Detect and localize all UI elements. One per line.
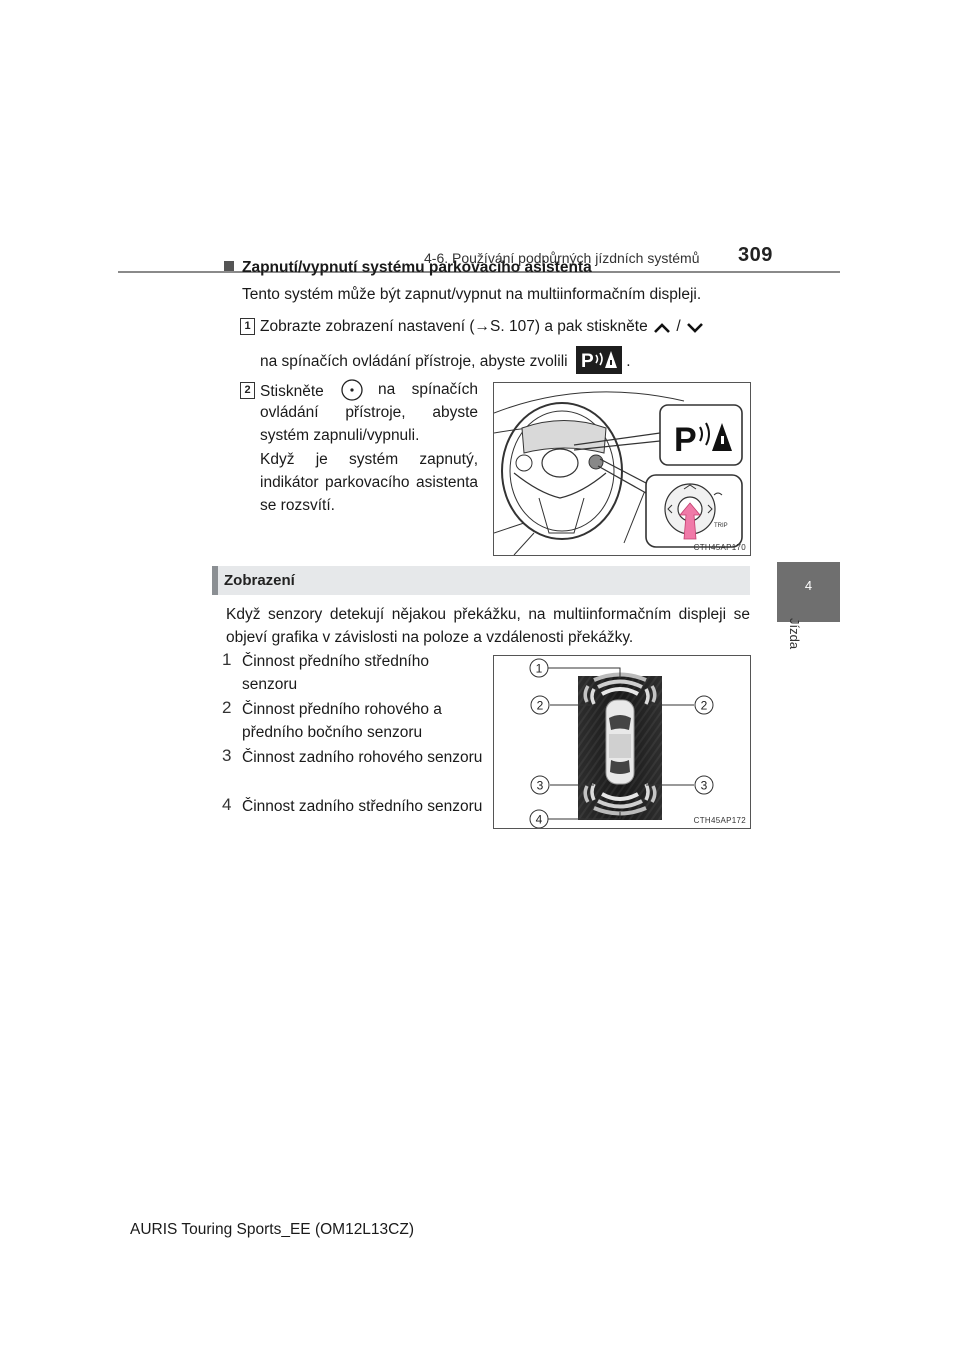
callout-2-left — [531, 696, 549, 714]
callout-4 — [530, 810, 548, 828]
list-item-number: 3 — [222, 746, 232, 765]
callout-3-right — [695, 776, 713, 794]
step-1-marker: 1 — [240, 318, 255, 335]
steering-wheel-illustration — [494, 383, 750, 555]
footer-model: AURIS Touring Sports_EE (OM12L13CZ) — [130, 1221, 414, 1238]
list-item: Činnost předního středního senzoru — [242, 653, 429, 693]
page-number: 309 — [738, 244, 773, 266]
step-2-line1: Stiskněte — [260, 378, 376, 403]
section-heading: Zapnutí/vypnutí systému parkovacího asistenta — [224, 256, 592, 279]
step-1-line2: na spínačích ovládání přístroje, abyste zvolili P . — [260, 346, 631, 374]
section-title: Zobrazení — [224, 572, 295, 589]
callout-1 — [530, 659, 548, 677]
step-2-body: na spínačích ovládání přístroje, abyste systém zapnuli/vypnuli. — [260, 381, 478, 444]
step-1-line1: Zobrazte zobrazení nastavení (→S. 107) a pak stiskněte / — [260, 315, 705, 338]
parking-assist-icon — [576, 346, 622, 374]
list-item: Činnost předního rohového a předního bočního senzoru — [242, 701, 442, 741]
svg-text:2: 2 — [536, 698, 544, 713]
svg-text:P: P — [580, 351, 594, 372]
svg-text:4: 4 — [535, 812, 543, 827]
figure-code: CTH45AP172 — [693, 816, 746, 825]
header-section-title: 4-6. Používání podpůrných jízdních systémů — [424, 250, 700, 266]
list-item: Činnost zadního středního senzoru — [242, 798, 483, 815]
step-2-marker: 2 — [240, 382, 255, 399]
section2-intro: Když senzory detekují nějakou překážku, na multiinformačním displeji se objeví grafika v závislosti na poloze a vzdálenosti překážky. — [226, 606, 750, 646]
sensor-display-illustration — [494, 656, 750, 828]
list-item: Činnost zadního rohového senzoru — [242, 749, 483, 766]
sensor-display-figure — [493, 655, 751, 829]
figure-code: CTH45AP170 — [693, 543, 746, 552]
svg-text:P: P — [674, 421, 697, 459]
callout-3-left — [531, 776, 549, 794]
trip-label: TRIP — [714, 523, 728, 529]
chevron-up-icon — [652, 321, 672, 335]
list-item-number: 1 — [222, 650, 232, 669]
chapter-tab-number: 4 — [804, 578, 813, 593]
svg-text:2: 2 — [700, 698, 708, 713]
svg-text:1: 1 — [535, 661, 543, 676]
list-item-number: 2 — [222, 698, 232, 717]
chapter-tab-label-wrap — [786, 618, 806, 678]
list-item-number: 4 — [222, 795, 232, 814]
section-intro: Tento systém může být zapnut/vypnut na multiinformačním displeji. — [242, 286, 702, 303]
chapter-tab-label: Jízda — [787, 618, 802, 650]
callout-2-right — [695, 696, 713, 714]
step-2-note: Když je systém zapnutý, indikátor parkovacího asistenta se rozsvítí. — [260, 451, 478, 514]
heading-bullet-icon — [224, 261, 234, 271]
chevron-down-icon — [685, 321, 705, 335]
svg-text:3: 3 — [700, 778, 708, 793]
steering-wheel-figure — [493, 382, 751, 556]
svg-text:3: 3 — [536, 778, 544, 793]
